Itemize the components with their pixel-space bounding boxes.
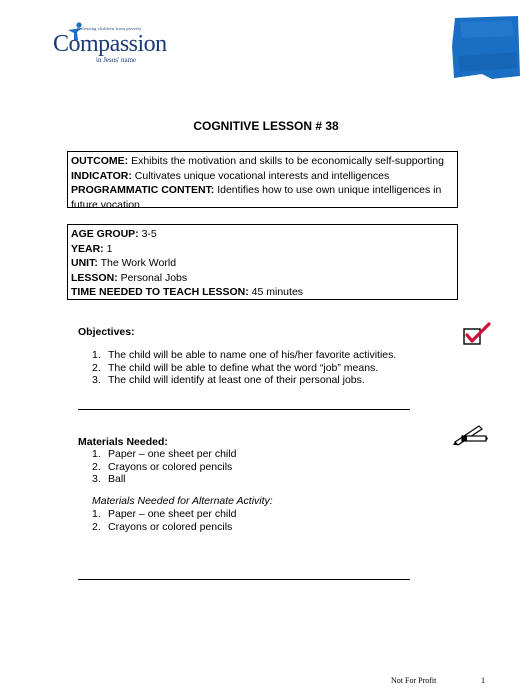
list-number: 3.: [92, 473, 101, 485]
unit-line: [71, 256, 454, 271]
section-divider: [78, 579, 410, 580]
indicator-text: Cultivates unique vocational interests and intelligences: [131, 169, 390, 182]
list-item-text: Paper – one sheet per child: [108, 448, 237, 460]
outcome-text: Exhibits the motivation and skills to be economically self-supporting: [128, 155, 444, 167]
pencil-crayon-icon: [452, 422, 488, 446]
list-item: [92, 349, 396, 362]
age-group-line: [71, 227, 454, 242]
list-item: [92, 508, 236, 521]
time-label: TIME NEEDED TO TEACH LESSON:: [71, 286, 249, 298]
list-item: [92, 448, 236, 461]
compassion-logo: [50, 22, 170, 72]
time-value: 45 minutes: [248, 286, 304, 298]
time-line: [71, 285, 454, 300]
list-item: [92, 362, 396, 375]
lesson-value: Personal Jobs: [117, 271, 188, 284]
lesson-label: LESSON:: [71, 271, 118, 284]
list-number: 3.: [92, 374, 101, 386]
list-item-text: The child will identify at least one of their personal jobs.: [108, 374, 365, 386]
list-number: 2.: [92, 520, 101, 533]
list-item-text: Ball: [108, 473, 126, 485]
list-number: 2.: [92, 361, 101, 374]
unit-value: The Work World: [97, 257, 177, 269]
list-item-text: Paper – one sheet per child: [108, 508, 237, 520]
page-title: COGNITIVE LESSON # 38: [193, 119, 339, 133]
content-label: PROGRAMMATIC CONTENT:: [71, 184, 215, 196]
list-number: 1.: [92, 349, 101, 361]
footer-note: Not For Profit: [391, 676, 437, 685]
page-number: 1: [481, 676, 485, 685]
outcome-box: [67, 151, 458, 211]
list-item: [92, 461, 236, 474]
objectives-list: [92, 349, 396, 387]
outcome-label: OUTCOME:: [71, 155, 129, 167]
list-item: [92, 374, 396, 387]
unit-label: UNIT:: [71, 257, 98, 269]
section-divider: [78, 409, 410, 410]
age-group-value: 3-5: [138, 228, 157, 240]
list-item-text: The child will be able to define what the word “job” means.: [108, 361, 379, 374]
list-item: [92, 473, 236, 486]
list-item-text: Crayons or colored pencils: [108, 460, 233, 473]
year-label: YEAR:: [71, 242, 104, 255]
list-number: 1.: [92, 508, 101, 520]
lesson-info-box: [67, 224, 458, 300]
lesson-line: [71, 271, 454, 286]
age-group-label: AGE GROUP:: [71, 228, 139, 240]
list-item-text: The child will be able to name one of his/her favorite activities.: [108, 349, 397, 361]
blue-brush-block: [452, 16, 520, 80]
logo-subline: in Jesus' name: [96, 56, 137, 64]
logo-wordmark: Compassion: [53, 31, 167, 57]
indicator-label: INDICATOR:: [71, 169, 132, 182]
year-value: 1: [103, 242, 113, 255]
checkbox-check-icon: [463, 322, 491, 346]
materials-list: [92, 448, 236, 486]
list-item: [92, 521, 236, 534]
indicator-line: [71, 169, 454, 184]
logo-tagline: Releasing children from poverty: [77, 26, 142, 31]
alternate-materials-heading: Materials Needed for Alternate Activity:: [92, 495, 273, 507]
materials-heading: Materials Needed:: [78, 436, 168, 448]
outcome-line: [71, 154, 454, 169]
list-number: 2.: [92, 460, 101, 473]
list-number: 1.: [92, 448, 101, 460]
content-text: Identifies how to use own unique intelligences in future vocation.: [71, 184, 442, 211]
objectives-heading: Objectives:: [78, 326, 135, 338]
content-line: [71, 183, 454, 212]
year-line: [71, 242, 454, 257]
alternate-materials-list: [92, 508, 236, 533]
list-item-text: Crayons or colored pencils: [108, 520, 233, 533]
